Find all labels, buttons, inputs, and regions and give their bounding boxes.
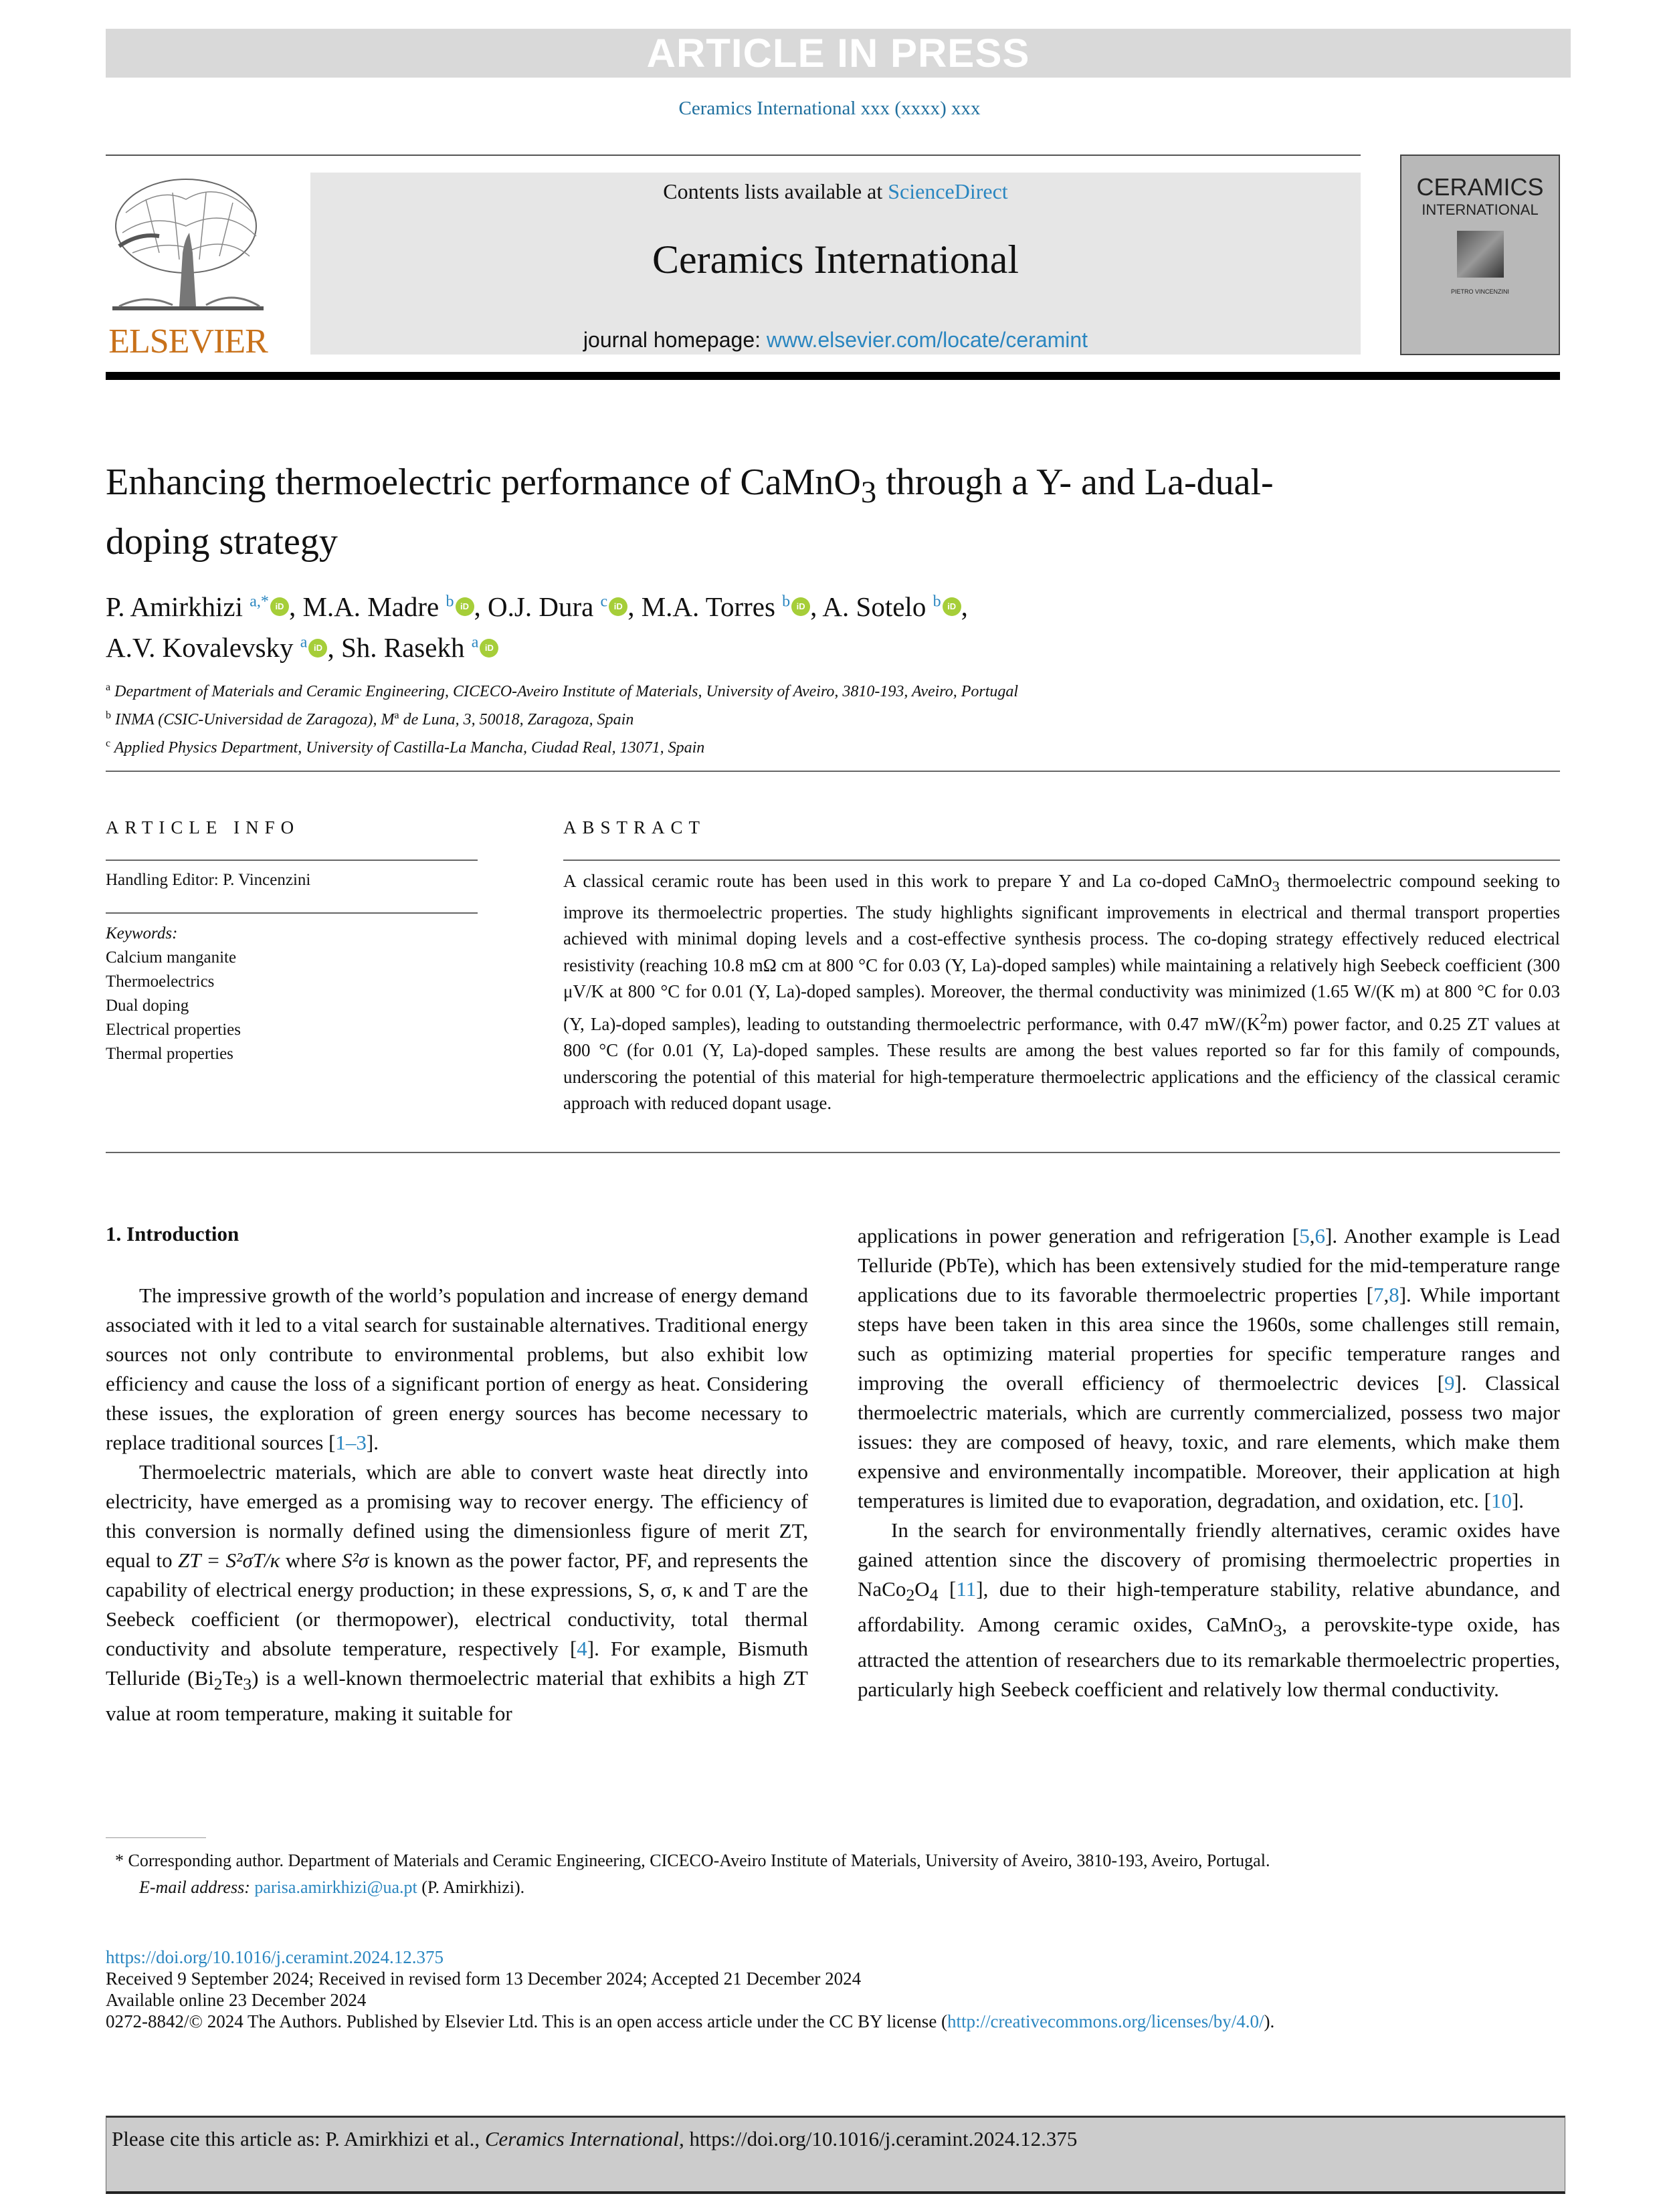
abstract-text: A classical ceramic route has been used in this work to prepare Y and La co-doped CaMnO$_3$ thermoelectric compound seeking to improve its thermoelectric properties. The study highlights significant improvements in electrical and thermal transport properties achieved with minimal doping levels and a cost-effective synthesis process. The co-doping strategy effectively reduced electrical resistivity (reaching 10.8 mΩ cm at 800 °C for 0.03 (Y, La)-doped samples) while maintaining a relatively high Seebeck coefficient (300 μV/K at 800 °C for 0.01 (Y, La)-doped samples). Moreover, the thermal conductivity was minimized (1.65 W/(K m) at 800 °C for 0.03 (Y, La)-doped samples), leading to outstanding thermoelectric performance, with 0.47 $mW/(K^2m)$ power factor, and 0.25 ZT values at 800 °C (for 0.01 (Y, La)-doped samples. These results are among the best values reported so far for this family of compounds, underscoring the potential of this material for high-temperature thermoelectric applications and the efficiency of the classical ceramic approach with reduced dopant usage. (563, 871, 1561, 1114)
body-column-right (858, 1221, 1560, 1704)
keyword: Thermoelectrics (106, 973, 215, 991)
article-metadata (106, 1946, 1577, 2032)
author[interactable]: M.A. Madre $^b$ (302, 591, 454, 622)
cover-subtitle: INTERNATIONAL (1422, 201, 1539, 218)
footnotes (106, 1847, 1560, 1901)
citation-link[interactable]: 6 (1314, 1224, 1326, 1247)
citation-link[interactable]: 9 (1444, 1371, 1455, 1395)
orcid-icon[interactable]: iD (456, 597, 474, 616)
received-dates: Received 9 September 2024; Received in revised form 13 December 2024; Accepted 21 December 2024 (106, 1969, 862, 1989)
affiliation-b: $^b$ INMA (CSIC-Universidad de Zaragoza), $M^a$ de Luna, 3, 50018, Zaragoza, Spain (106, 710, 634, 728)
abstract-heading: ABSTRACT (563, 817, 706, 837)
author[interactable]: O.J. Dura $^c$ (488, 591, 608, 622)
orcid-icon[interactable]: iD (609, 597, 627, 616)
footnote-divider (106, 1837, 206, 1838)
affiliation-c: $^c$ Applied Physics Department, University of Castilla-La Mancha, Ciudad Real, 13071, Spain (106, 738, 705, 757)
affiliations (106, 676, 1444, 760)
elsevier-tree-icon (106, 173, 270, 320)
elsevier-logo (106, 173, 270, 361)
paragraph: applications in power generation and refrigeration [5,6]. Another example is Lead Telluride (PbTe), which has been extensively studied for the mid-temperature range applications due to its favorable thermoelectric properties [7,8]. While important steps have been taken in this area since the 1960s, some challenges still remain, such as optimizing material properties for specific temperature ranges and improving the overall efficiency of thermoelectric devices [9]. Classical thermoelectric materials, which are currently commercialized, possess two major issues: they are composed of heavy, toxic, and rare elements, which make them expensive and environmentally incompatible. Moreover, their application at high temperatures is limited due to evaporation, degradation, and oxidation, etc. [10]. (858, 1224, 1561, 1512)
section-heading-introduction: 1. Introduction (106, 1222, 239, 1245)
paragraph: In the search for environmentally friendly alternatives, ceramic oxides have gained attention since the discovery of promising thermoelectric properties in $NaCo_2O_4$ [11], due to their high-temperature stability, relative abundance, and affordability. Among ceramic oxides, CaMnO$_3$, a perovskite-type oxide, has attracted the attention of researchers due to its remarkable thermoelectric properties, particularly high Seebeck coefficient and relatively low thermal conductivity. (858, 1518, 1561, 1702)
sciencedirect-link[interactable]: ScienceDirect (888, 179, 1008, 203)
body-column-left (106, 1281, 808, 1728)
header-divider (106, 155, 1361, 156)
elsevier-wordmark: ELSEVIER (108, 322, 268, 361)
email-note: E-mail address: parisa.amirkhizi@ua.pt (P. Amirkhizi). (139, 1878, 525, 1897)
article-in-press-banner: ARTICLE IN PRESS (106, 29, 1571, 78)
author[interactable]: Sh. Rasekh $^a$ (340, 632, 479, 664)
email-link[interactable]: parisa.amirkhizi@ua.pt (254, 1878, 417, 1897)
citation-link[interactable]: 11 (956, 1577, 977, 1601)
article-info-divider (106, 860, 478, 861)
contents-available-line: Contents lists available at ScienceDirect (663, 179, 1008, 203)
author[interactable]: A.V. Kovalevsky $^a$ (106, 632, 308, 664)
handling-editor: Handling Editor: P. Vincenzini (106, 871, 311, 889)
article-info-heading: ARTICLE INFO (106, 817, 300, 837)
citation-link[interactable]: 8 (1389, 1283, 1399, 1306)
paragraph: The impressive growth of the world’s population and increase of energy demand associated with it led to a vital search for sustainable alternatives. Traditional energy sources not only contribute to environmental problems, but also exhibit low efficiency and cause the loss of a significant portion of energy as heat. Considering these issues, the exploration of green energy sources has become necessary to replace traditional sources [1–3]. (106, 1284, 808, 1454)
orcid-icon[interactable]: iD (943, 597, 961, 616)
license-line: 0272-8842/© 2024 The Authors. Published by Elsevier Ltd. This is an open access article under the CC BY license (http://creativecommons.org/licenses/by/4.0/). (106, 2011, 1275, 2031)
orcid-icon[interactable]: iD (308, 639, 327, 658)
orcid-icon[interactable]: iD (270, 597, 289, 616)
paragraph: Thermoelectric materials, which are able to convert waste heat directly into electricity, have emerged as a promising way to recover energy. The efficiency of this conversion is normally defined using the dimensionless figure of merit ZT, equal to ZT = S²σT/κ where S²σ is known as the power factor, PF, and represents the capability of electrical energy production; in these expressions, S, σ, κ and T are the Seebeck coefficient (or thermopower), electrical conductivity, total thermal conductivity and absolute temperature, respectively [4]. For example, Bismuth Telluride $(Bi_2Te_3)$ is a well-known thermoelectric material that exhibits a high ZT value at room temperature, making it suitable for (106, 1460, 809, 1726)
journal-cover-thumbnail (1400, 155, 1560, 355)
author[interactable]: M.A. Torres $^b$ (641, 591, 791, 622)
citation-link[interactable]: 10 (1490, 1489, 1512, 1512)
orcid-icon[interactable]: iD (791, 597, 810, 616)
keyword: Dual doping (106, 997, 189, 1015)
masthead-thick-rule (106, 372, 1560, 380)
keyword: Thermal properties (106, 1045, 233, 1063)
available-online-date: Available online 23 December 2024 (106, 1990, 367, 2010)
citation-link[interactable]: 1–3 (335, 1431, 367, 1454)
cover-title: CERAMICS (1416, 173, 1544, 201)
journal-homepage-line: journal homepage: www.elsevier.com/locate/ceramint (583, 328, 1088, 352)
keywords-label: Keywords: (106, 924, 178, 942)
journal-homepage-link[interactable]: www.elsevier.com/locate/ceramint (766, 328, 1088, 352)
author[interactable]: A. Sotelo $^b$ (822, 591, 941, 622)
author[interactable]: P. Amirkhizi $^{a,*}$ (106, 591, 269, 622)
author-list: P. Amirkhizi $^{a,*}$ iD , M.A. Madre $^b$ iD , O.J. Dura $^c$ iD , M.A. Torres $^b$ iD , A. Sotelo $^b$ iD , A.V. Kovalevsky $^a$ iD , Sh. Rasekh $^a$ iD (106, 591, 968, 664)
corresponding-author-note: * Corresponding author. Department of Materials and Ceramic Engineering, CICECO-Aveiro Institute of Materials, University of Aveiro, 3810-193, Aveiro, Portugal. (115, 1851, 1270, 1870)
license-link[interactable]: http://creativecommons.org/licenses/by/4.0/ (947, 2011, 1264, 2031)
citation-box: Please cite this article as: P. Amirkhizi et al., Ceramics International, https://doi.org/10.1016/j.ceramint.2024.12.375 (106, 2116, 1565, 2194)
abstract-divider (563, 860, 1560, 861)
citation-link[interactable]: 4 (577, 1637, 587, 1660)
article-info-divider (106, 912, 478, 914)
section-divider (106, 771, 1560, 772)
keyword: Calcium manganite (106, 948, 237, 967)
citation-link[interactable]: 5 (1299, 1224, 1310, 1247)
article-title: Enhancing thermoelectric performance of CaMnO$_3$ through a Y- and La-dual-doping strategy (106, 462, 1274, 563)
citation-link[interactable]: 7 (1373, 1283, 1384, 1306)
keywords-list (106, 922, 241, 1066)
cover-editor: PIETRO VINCENZINI (1450, 288, 1509, 295)
journal-masthead (310, 173, 1361, 355)
section-divider (106, 1152, 1560, 1153)
orcid-icon[interactable]: iD (480, 639, 498, 658)
affiliation-a: $^a$ Department of Materials and Ceramic Engineering, CICECO-Aveiro Institute of Materials, University of Aveiro, 3810-193, Aveiro, Portugal (106, 682, 1019, 700)
journal-name: Ceramics International (652, 237, 1019, 282)
doi-link[interactable]: https://doi.org/10.1016/j.ceramint.2024.12.375 (106, 1947, 444, 1967)
cover-image-grid (1457, 231, 1504, 278)
journal-reference-link[interactable]: Ceramics International xxx (xxxx) xxx (678, 98, 981, 119)
keyword: Electrical properties (106, 1021, 241, 1039)
